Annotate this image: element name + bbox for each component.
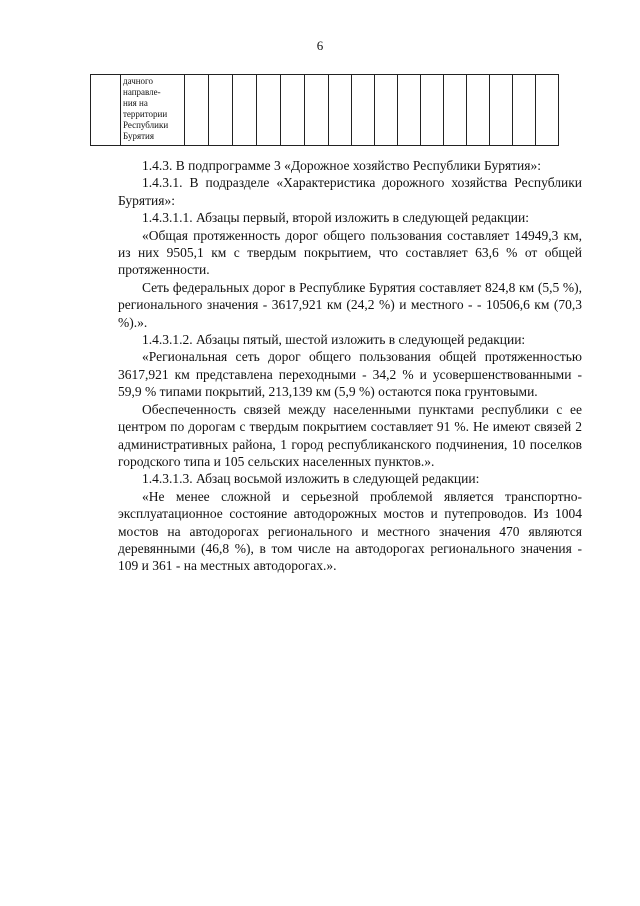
paragraph-1-4-3-1-2: 1.4.3.1.2. Абзацы пятый, шестой изложить в следующей редакции: xyxy=(142,332,526,348)
table-cell-empty xyxy=(490,75,513,146)
table-cell-number xyxy=(91,75,121,146)
table-cell-empty xyxy=(257,75,281,146)
table-cell-empty xyxy=(398,75,421,146)
quoted-paragraph-connectivity: Обеспеченность связей между населенными пунктами республики с ее центром по дорогам с твердым покрытием составляет 91 %. Не имеют связей 2 административных района, 1 город республиканского подчинения, 10 поселков городского типа и 105 сельских населенных пунктов.». xyxy=(118,401,582,469)
document-body xyxy=(118,157,582,575)
paragraph-1-4-3-1-1: 1.4.3.1.1. Абзацы первый, второй изложить в следующей редакции: xyxy=(142,210,530,226)
table-cell-empty xyxy=(536,75,559,146)
table-cell-empty xyxy=(421,75,444,146)
table-cell-empty xyxy=(444,75,467,146)
table-cell-empty xyxy=(233,75,257,146)
table-cell-empty xyxy=(467,75,490,146)
table-cell-empty xyxy=(375,75,398,146)
quoted-paragraph-regional-network: «Региональная сеть дорог общего пользования общей протяженностью 3617,921 км представлена переходными - 34,2 % и усовершенствованными - 59,9 % типами покрытий, 213,139 км (5,9 %) остаются пока грунтовыми. xyxy=(118,349,582,400)
table-cell-empty xyxy=(513,75,536,146)
table-cell-empty xyxy=(209,75,233,146)
table-cell-empty xyxy=(305,75,329,146)
quoted-paragraph-bridges: «Не менее сложной и серьезной проблемой является транспортно-эксплуатационное состояние автодорожных мостов и путепроводов. Из 1004 мостов на автодорогах регионального и местного значения 470 являются деревянными (46,8 %), в том числе на автодорогах регионального значения - 109 и 361 - на местных автодорогах.». xyxy=(118,488,582,574)
table-cell-empty xyxy=(352,75,375,146)
table-cell-empty xyxy=(185,75,209,146)
page-number: 6 xyxy=(316,38,324,53)
table-cell-empty xyxy=(281,75,305,146)
table-row xyxy=(91,75,559,146)
paragraph-1-4-3-1-3: 1.4.3.1.3. Абзац восьмой изложить в следующей редакции: xyxy=(142,471,480,487)
quoted-paragraph-total-length: «Общая протяженность дорог общего пользования составляет 14949,3 км, из них 9505,1 км с твердым покрытием, что составляет 63,6 % от общей протяженности. xyxy=(118,227,582,278)
table-cell-empty xyxy=(329,75,352,146)
continuation-table xyxy=(90,74,559,146)
paragraph-1-4-3: 1.4.3. В подпрограмме 3 «Дорожное хозяйство Республики Бурятия»: xyxy=(142,158,541,173)
quoted-paragraph-federal-network: Сеть федеральных дорог в Республике Бурятия составляет 824,8 км (5,5 %), регионального значения - 3617,921 км (24,2 %) и местного - - 10506,6 км (70,3 %).». xyxy=(118,279,582,330)
paragraph-1-4-3-1: 1.4.3.1. В подразделе «Характеристика дорожного хозяйства Республики Бурятия»: xyxy=(118,175,582,208)
table-cell-name: дачного направле- ния на территории Республики Бурятия xyxy=(121,75,185,146)
